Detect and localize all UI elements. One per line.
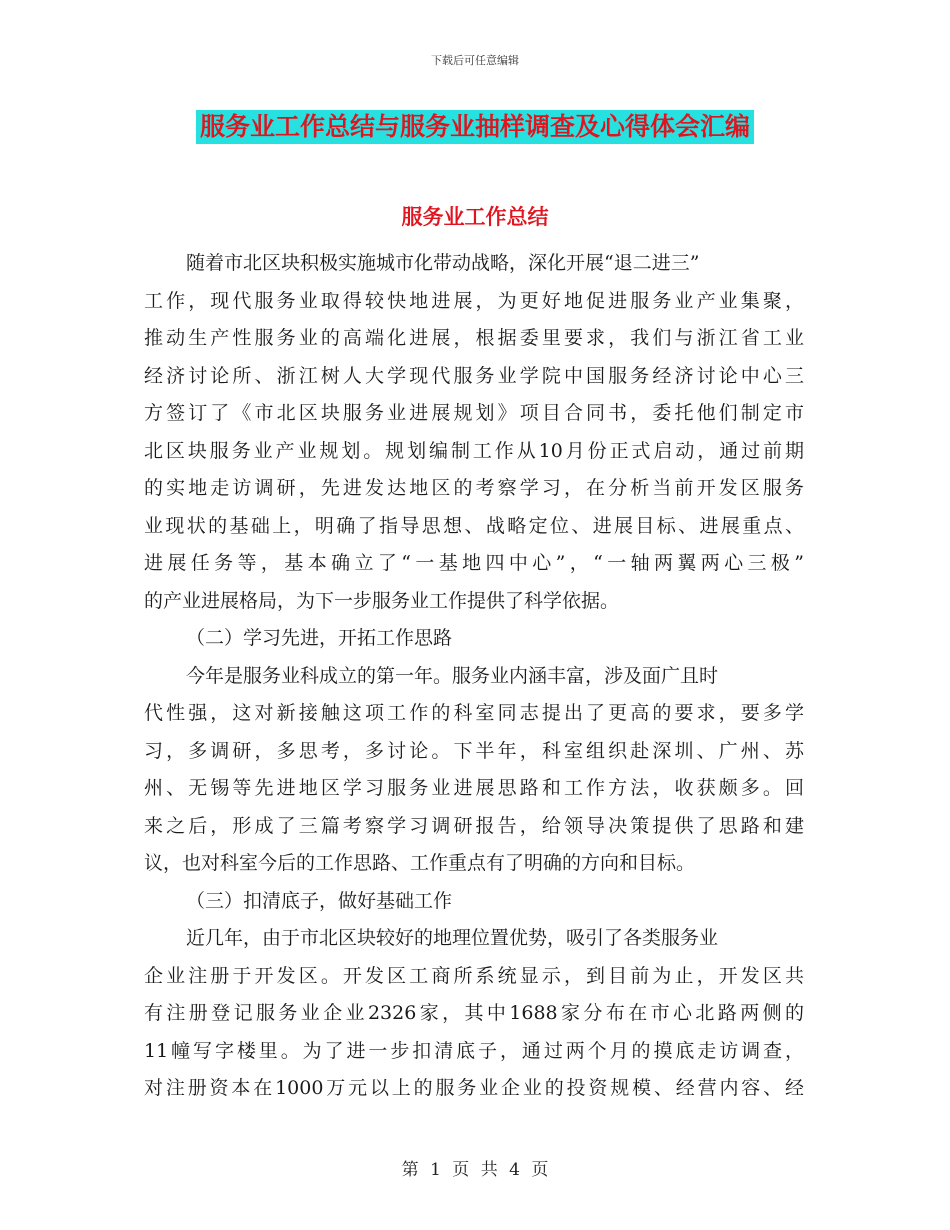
body-line: 来之后，形成了三篇考察学习调研报告，给领导决策提供了思路和建 xyxy=(144,814,804,837)
section-title: 服务业工作总结 xyxy=(401,205,549,229)
header-note: 下载后可任意编辑 xyxy=(431,54,519,67)
page-footer: 第 1 页 共 4 页 xyxy=(401,1160,549,1180)
main-title: 服务业工作总结与服务业抽样调查及心得体会汇编 xyxy=(196,110,754,144)
body-line: 北区块服务业产业规划。规划编制工作从10月份正式启动，通过前期 xyxy=(144,439,804,462)
body-line: 11幢写字楼里。为了进一步扣清底子，通过两个月的摸底走访调查， xyxy=(144,1039,804,1062)
body-line: 随着市北区块积极实施城市化带动战略，深化开展“退二进三” xyxy=(186,252,700,274)
body-line: 对注册资本在1000万元以上的服务业企业的投资规模、经营内容、经 xyxy=(144,1077,804,1099)
body-line: 推动生产性服务业的高端化进展，根据委里要求，我们与浙江省工业 xyxy=(144,327,804,349)
body-line: 有注册登记服务业企业2326家，其中1688家分布在市心北路两侧的 xyxy=(144,1002,804,1024)
body-line: 近几年，由于市北区块较好的地理位置优势，吸引了各类服务业 xyxy=(186,927,719,949)
body-line: 企业注册于开发区。开发区工商所系统显示，到目前为止，开发区共 xyxy=(144,964,804,987)
body-line: 习，多调研，多思考，多讨论。下半年，科室组织赴深圳、广州、苏 xyxy=(144,739,804,762)
body-line: 经济讨论所、浙江树人大学现代服务业学院中国服务经济讨论中心三 xyxy=(144,364,804,387)
section-heading: （三）扣清底子，做好基础工作 xyxy=(186,889,453,912)
body-line: 工作，现代服务业取得较快地进展，为更好地促进服务业产业集聚， xyxy=(144,289,804,312)
body-line: 方签订了《市北区块服务业进展规划》项目合同书，委托他们制定市 xyxy=(144,402,804,424)
section-heading: （二）学习先进，开拓工作思路 xyxy=(186,627,453,649)
body-line: 的实地走访调研，先进发达地区的考察学习，在分析当前开发区服务 xyxy=(144,477,804,499)
body-line: 进展任务等，基本确立了“一基地四中心”，“一轴两翼两心三极” xyxy=(144,552,804,574)
main-title-wrapper xyxy=(0,110,950,144)
body-line: 州、无锡等先进地区学习服务业进展思路和工作方法，收获颇多。回 xyxy=(144,777,804,799)
body-line: 业现状的基础上，明确了指导思想、战略定位、进展目标、进展重点、 xyxy=(144,514,804,537)
body-line: 今年是服务业科成立的第一年。服务业内涵丰富，涉及面广且时 xyxy=(186,664,719,687)
document-body xyxy=(144,245,804,1108)
body-line: 代性强，这对新接触这项工作的科室同志提出了更高的要求，要多学 xyxy=(144,702,804,724)
body-line: 议，也对科室今后的工作思路、工作重点有了明确的方向和目标。 xyxy=(144,852,696,874)
body-line: 的产业进展格局，为下一步服务业工作提供了科学依据。 xyxy=(144,589,620,612)
